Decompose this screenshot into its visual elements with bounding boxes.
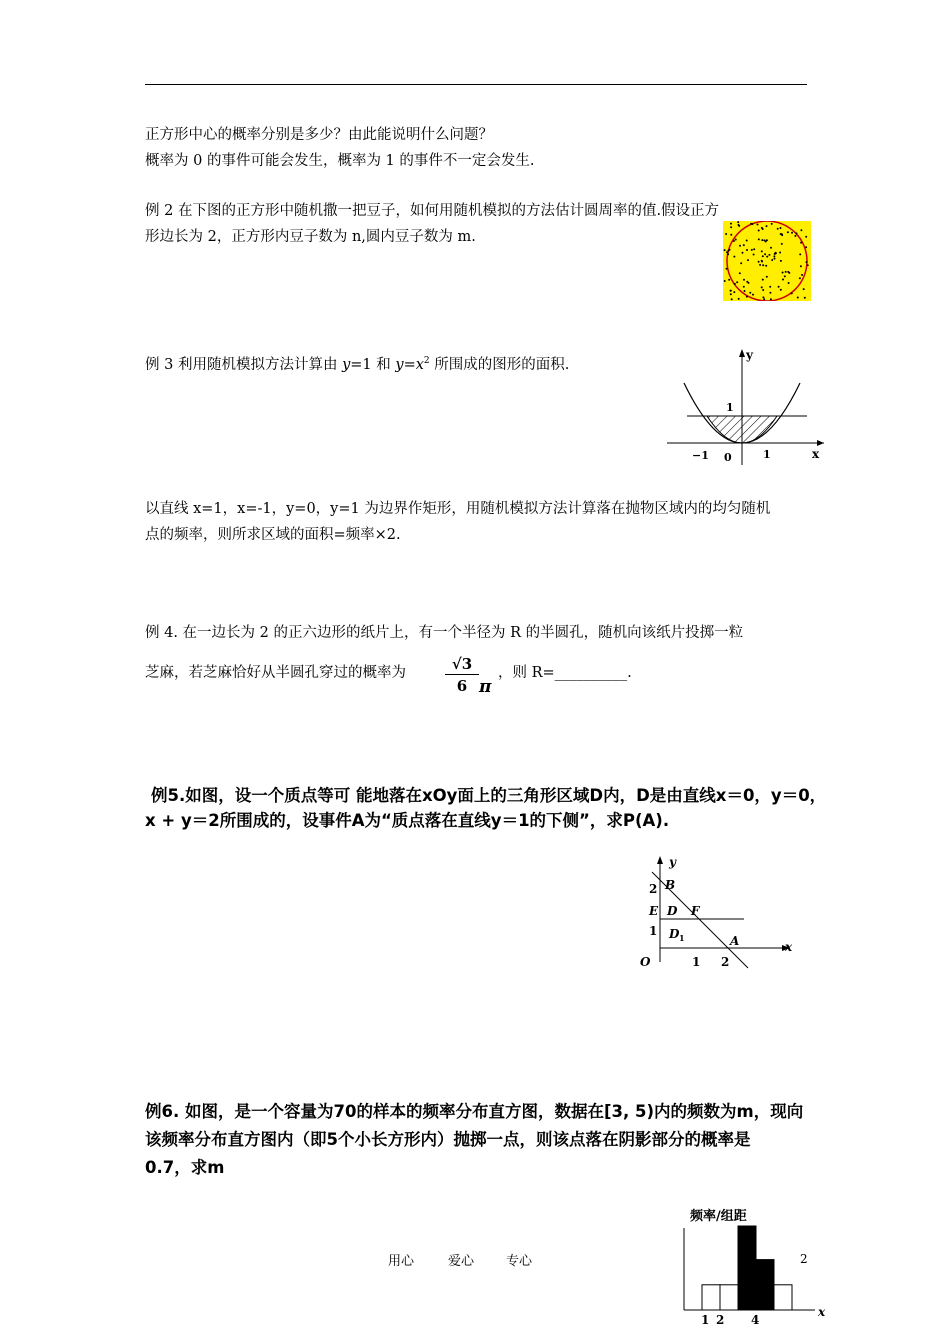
bean-dot: [794, 235, 796, 237]
bean-dot: [769, 286, 771, 288]
bean-dot: [766, 256, 768, 258]
bean-dot: [775, 252, 777, 254]
ex3-var: y: [342, 356, 351, 373]
bean-dot: [733, 240, 735, 242]
bean-dot: [780, 227, 782, 229]
triangle-region-graph: [635, 852, 800, 977]
bean-dot: [733, 291, 735, 293]
bean-dot: [757, 224, 759, 226]
bean-dot: [743, 244, 745, 246]
bean-dot: [727, 250, 729, 252]
bean-dot: [765, 241, 767, 243]
bean-dot: [765, 265, 767, 267]
bean-dot: [787, 231, 789, 233]
bean-dot: [791, 292, 793, 294]
origin-label: O: [640, 955, 651, 969]
point-label: F: [691, 904, 700, 918]
bean-dot: [739, 245, 741, 247]
example-4-line2a: 芝麻，若芝麻恰好从半圆孔穿过的概率为: [145, 665, 406, 681]
bean-dot: [800, 229, 802, 231]
bean-dot: [739, 272, 741, 274]
bean-dot: [746, 281, 748, 283]
point-label: A: [730, 934, 740, 948]
bean-dot: [777, 228, 779, 230]
bean-dot: [766, 276, 768, 278]
ex3-text: 例 3 利用随机模拟方法计算由: [145, 356, 343, 373]
example-4-line2b: ，则 R=__________.: [498, 665, 632, 681]
bean-dot: [780, 260, 782, 262]
ex3-var: y: [395, 356, 404, 373]
bean-dot: [738, 298, 740, 300]
histogram-title: 频率/组距: [690, 1209, 747, 1224]
bean-dot: [782, 279, 784, 281]
bean-dot: [742, 252, 744, 254]
bean-dot: [728, 279, 730, 281]
histogram-bar: [738, 1226, 756, 1310]
bean-dot: [749, 292, 751, 294]
example-2-line2: 形边长为 2，正方形内豆子数为 n,圆内豆子数为 m.: [145, 229, 476, 245]
bean-dot: [758, 230, 760, 232]
bean-dot: [779, 252, 781, 254]
text-line: 概率为 0 的事件可能会发生，概率为 1 的事件不一定会发生.: [145, 153, 535, 169]
bean-dot: [780, 289, 782, 291]
bean-dot: [761, 239, 763, 241]
bean-dot: [785, 271, 787, 273]
bean-dot: [762, 289, 764, 291]
tick-label: 1: [692, 955, 701, 969]
bean-dot: [781, 234, 783, 236]
histogram-bars: [702, 1226, 792, 1310]
bean-dot: [726, 251, 728, 253]
tick-label: 1: [649, 924, 658, 938]
x-axis-label: x: [818, 1305, 826, 1319]
example-4-line1: 例 4. 在一边长为 2 的正六边形的纸片上，有一个半径为 R 的半圆孔，随机向该纸片投掷一粒: [145, 625, 744, 641]
bean-dot: [730, 290, 732, 292]
bean-dot: [778, 286, 780, 288]
bean-dot: [771, 223, 773, 225]
bean-dot: [764, 253, 766, 255]
tick-label: 0: [724, 451, 732, 464]
histogram-bar: [702, 1285, 720, 1310]
bean-dot: [782, 272, 784, 274]
bean-dot: [733, 256, 735, 258]
ex3-text: =: [403, 356, 416, 373]
histogram-graph: [670, 1200, 840, 1335]
bean-dot: [762, 296, 764, 298]
ex3-text: 所围成的图形的面积.: [429, 356, 570, 373]
example-6-line2: 该频率分布直方图内（即5个小长方形内）抛掷一点，则该点落在阴影部分的概率是: [145, 1130, 751, 1149]
bean-dot: [788, 282, 790, 284]
tick-label: 1: [763, 448, 771, 461]
bean-dot: [770, 298, 772, 300]
bean-dot: [730, 293, 732, 295]
bean-dot: [753, 254, 755, 256]
bean-dot: [751, 249, 753, 251]
example-5-line2: x + y＝2所围成的，设事件A为“质点落在直线y＝1的下侧”，求P(A).: [145, 811, 670, 830]
x-tick-label: 4: [751, 1313, 760, 1327]
bean-dot: [771, 259, 773, 261]
fraction-denominator: 6: [456, 677, 468, 695]
histogram-bar: [774, 1285, 792, 1310]
bean-dot: [805, 236, 807, 238]
bean-dot: [768, 254, 770, 256]
x-axis-label: x: [785, 940, 793, 954]
header-rule: [145, 84, 807, 85]
y-axis-label: y: [669, 855, 676, 869]
bean-dot: [731, 298, 733, 300]
bean-dot: [762, 264, 764, 266]
bean-dot: [746, 240, 748, 242]
bean-dot: [774, 258, 776, 260]
bean-dot: [736, 281, 738, 283]
tick-label: 2: [649, 882, 658, 896]
ex3-exponent: 2: [423, 356, 430, 366]
bean-dot: [730, 226, 732, 228]
bean-dot: [751, 223, 753, 225]
example-3-answer-line1: 以直线 x=1，x=-1，y=0，y=1 为边界作矩形，用随机模拟方法计算落在抛物区域内的均匀随机: [145, 501, 771, 517]
bean-dot: [761, 260, 763, 262]
text-line: 正方形中心的概率分别是多少？由此能说明什么问题？: [145, 127, 493, 143]
bean-dot: [730, 234, 732, 236]
bean-dot: [805, 246, 807, 248]
fraction-numerator: √3: [445, 654, 479, 675]
region-label: D: [669, 927, 680, 941]
example-6-line3: 0.7，求m: [145, 1158, 225, 1177]
ex3-var: x: [415, 356, 424, 373]
x-tick-label: 1: [701, 1313, 710, 1327]
tick-label: 2: [721, 955, 730, 969]
bean-dot: [804, 297, 806, 299]
x-axis-label: x: [812, 447, 820, 461]
bean-dot: [787, 271, 789, 273]
bean-dot: [799, 277, 801, 279]
x-tick-label: 2: [716, 1313, 725, 1327]
bean-dot: [773, 255, 775, 257]
point-label: E: [649, 904, 659, 918]
bean-dot: [758, 238, 760, 240]
bean-dot: [743, 286, 745, 288]
bean-dot: [726, 268, 728, 270]
bean-dot: [800, 265, 802, 267]
bean-dot: [806, 261, 808, 263]
bean-dot: [725, 233, 727, 235]
example-5-line1: 例5.如图，设一个质点等可 能地落在xOy面上的三角形区域D内，D是由直线x＝0，y＝0，: [151, 786, 827, 805]
point-label: B: [665, 878, 676, 892]
bean-dot: [770, 247, 772, 249]
bean-dot: [730, 223, 732, 225]
bean-dot: [801, 274, 803, 276]
bean-dot: [727, 253, 729, 255]
bean-dot: [761, 227, 763, 229]
example-3-line: [145, 350, 569, 376]
bean-dot: [761, 250, 763, 252]
bean-dot: [746, 249, 748, 251]
bean-dot: [796, 232, 798, 234]
bean-dot: [784, 275, 786, 277]
bean-dot: [743, 279, 745, 281]
bean-dot: [791, 232, 793, 234]
bean-dot: [753, 248, 755, 250]
bean-dot: [724, 249, 726, 251]
example-3-answer-line2: 点的频率，则所求区域的面积=频率×2.: [145, 527, 401, 543]
bean-dot: [737, 221, 739, 223]
bean-dot: [744, 290, 746, 292]
bean-dot: [799, 253, 801, 255]
bean-dot: [738, 224, 740, 226]
footer-right: 专心: [506, 1254, 533, 1269]
bean-dot: [769, 292, 771, 294]
bean-dot: [752, 294, 754, 296]
bean-dot: [797, 297, 799, 299]
footer-left: 用心: [388, 1254, 415, 1269]
bean-dot: [807, 264, 809, 266]
bean-square-figure: [723, 221, 811, 301]
bean-dot: [734, 283, 736, 285]
tick-label: −1: [692, 449, 709, 462]
bean-dot: [747, 259, 749, 261]
bean-dot: [781, 243, 783, 245]
probability-fraction: [445, 654, 479, 697]
bean-dot: [759, 264, 761, 266]
pi-symbol: π: [479, 677, 492, 697]
bean-dot: [762, 279, 764, 281]
example-6-line1: 例6. 如图，是一个容量为70的样本的频率分布直方图，数据在[3, 5)内的频数为m，现向: [145, 1102, 804, 1121]
point-label: D: [667, 904, 678, 918]
parabola-graph: [662, 345, 832, 470]
region-label-subscript: 1: [679, 933, 685, 943]
side-label: 2: [800, 1252, 808, 1266]
example-2-line1: 例 2 在下图的正方形中随机撒一把豆子，如何用随机模拟的方法估计圆周率的值.假设正方: [145, 203, 720, 219]
histogram-bar: [756, 1260, 774, 1310]
bean-dot: [803, 288, 805, 290]
bean-dot: [800, 242, 802, 244]
bean-square: [723, 221, 811, 301]
tick-label: 1: [726, 401, 734, 414]
footer-middle: 爱心: [448, 1254, 475, 1269]
y-axis-label: y: [746, 348, 753, 362]
bean-dot: [762, 255, 764, 257]
histogram-bar: [720, 1285, 738, 1310]
bean-dot: [766, 225, 768, 227]
bean-dot: [724, 280, 726, 282]
bean-dot: [740, 262, 742, 264]
bean-dot: [735, 239, 737, 241]
bean-dot: [763, 298, 765, 300]
ex3-text: =1 和: [350, 356, 396, 373]
bean-dot: [746, 296, 748, 298]
bean-dot: [758, 261, 760, 263]
bean-dot: [761, 286, 763, 288]
